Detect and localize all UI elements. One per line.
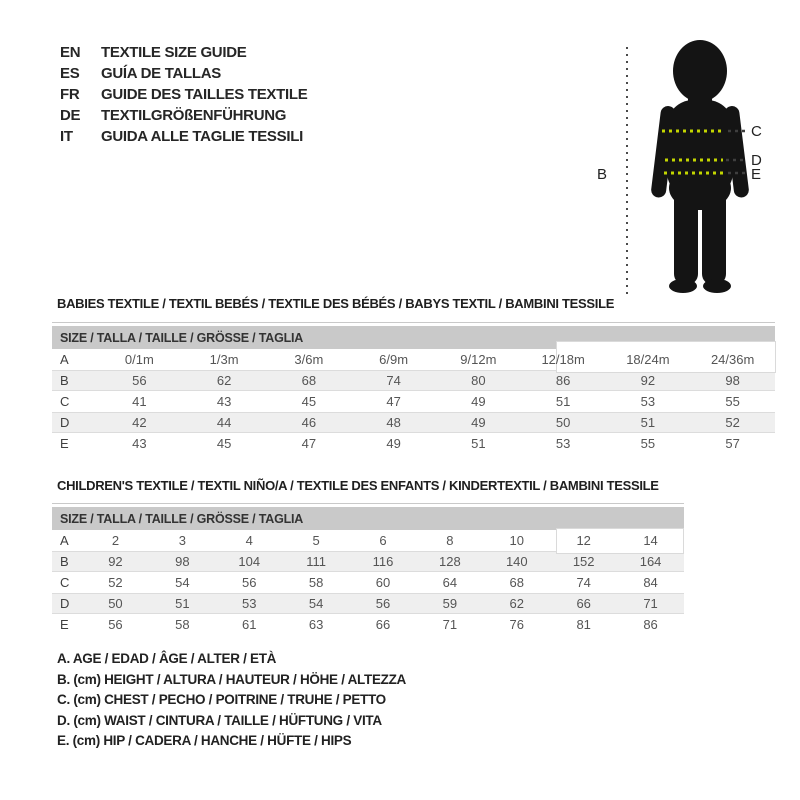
table-cell: 71 (643, 596, 658, 611)
language-row (60, 42, 307, 63)
table-cell: 80 (471, 373, 486, 388)
row-label: A (60, 533, 69, 548)
table-cell: 45 (216, 436, 232, 451)
table-cell: 92 (640, 373, 656, 388)
table-cell: 48 (386, 415, 401, 430)
label-d: D (751, 152, 762, 169)
table-cell: 62 (509, 596, 525, 611)
measurement-legend (57, 649, 406, 752)
table-header: SIZE / TALLA / TAILLE / GRÖSSE / TAGLIA (52, 326, 775, 349)
table-row (52, 370, 775, 391)
table-cell: 42 (132, 415, 147, 430)
table-cell: 53 (640, 394, 656, 409)
table-cell: 51 (640, 415, 656, 430)
table-cell: 104 (238, 554, 261, 569)
table-cell: 64 (442, 575, 458, 590)
label-c: C (751, 123, 762, 140)
table-cell: 9/12m (460, 352, 497, 367)
table-cell: 41 (132, 394, 147, 409)
language-row (60, 84, 307, 105)
table-cell: 128 (439, 554, 461, 569)
table-cell: 116 (372, 554, 394, 569)
table-cell: 46 (301, 415, 317, 430)
table-cell: 6 (379, 533, 387, 548)
table-cell: 49 (471, 394, 486, 409)
table-cell: 24/36m (710, 352, 755, 367)
legend-item: A. AGE / EDAD / ÂGE / ALTER / ETÀ (57, 651, 277, 666)
language-list (60, 42, 307, 147)
babies-section-title: BABIES TEXTILE / TEXTIL BEBÉS / TEXTILE DES BÉBÉS / BABYS TEXTIL / BAMBINI TESSILE (57, 296, 615, 311)
table-header: SIZE / TALLA / TAILLE / GRÖSSE / TAGLIA (52, 507, 684, 530)
legend-item: E. (cm) HIP / CADERA / HANCHE / HÜFTE / HIPS (57, 733, 352, 748)
table-cell: 14 (643, 533, 658, 548)
table-cell: 86 (643, 617, 658, 632)
table-cell: 66 (375, 617, 391, 632)
table-cell: 2 (111, 533, 120, 548)
table-cell: 44 (216, 415, 232, 430)
children-size-table (52, 503, 684, 635)
table-cell: 51 (471, 436, 486, 451)
table-cell: 98 (725, 373, 740, 388)
legend-item: D. (cm) WAIST / CINTURA / TAILLE / HÜFTUNG / VITA (57, 712, 382, 728)
table-cell: 52 (108, 575, 123, 590)
table-cell: 51 (175, 596, 190, 611)
table-cell: 57 (725, 436, 740, 451)
table-cell: 62 (216, 373, 232, 388)
table-row (52, 391, 775, 412)
table-cell: 55 (640, 436, 656, 451)
table-cell: 56 (241, 575, 257, 590)
table-cell: 43 (216, 394, 232, 409)
child-silhouette-figure (575, 30, 785, 300)
row-label: C (60, 394, 70, 409)
language-title: GUÍA DE TALLAS (101, 65, 221, 82)
language-row (60, 63, 307, 84)
table-cell: 58 (308, 575, 324, 590)
table-cell: 76 (509, 617, 525, 632)
language-title: TEXTILE SIZE GUIDE (101, 44, 247, 61)
language-row (60, 105, 307, 126)
table-cell: 47 (386, 394, 401, 409)
row-label: E (60, 436, 69, 451)
row-label: D (60, 415, 70, 430)
table-cell: 68 (301, 373, 317, 388)
language-code: EN (60, 44, 81, 61)
table-cell: 81 (576, 617, 591, 632)
table-cell: 3/6m (294, 352, 324, 367)
table-cell: 111 (306, 554, 326, 569)
table-cell: 66 (576, 596, 591, 611)
table-cell: 43 (132, 436, 147, 451)
table-cell: 47 (301, 436, 317, 451)
row-label: D (60, 596, 70, 611)
table-cell: 53 (241, 596, 257, 611)
table-row (52, 614, 684, 635)
table-cell: 56 (132, 373, 147, 388)
table-row (52, 412, 775, 433)
table-cell: 1/3m (209, 352, 239, 367)
babies-size-table (52, 322, 775, 454)
table-cell: 50 (108, 596, 123, 611)
table-row (52, 433, 775, 454)
table-cell: 54 (308, 596, 324, 611)
table-cell: 71 (442, 617, 458, 632)
table-cell: 45 (301, 394, 317, 409)
table-row (52, 572, 684, 593)
language-code: FR (60, 86, 80, 103)
table-row (52, 551, 684, 572)
language-row (60, 126, 307, 147)
table-cell: 5 (312, 533, 320, 548)
table-cell: 63 (308, 617, 324, 632)
table-cell: 92 (108, 554, 123, 569)
row-label: B (60, 373, 69, 388)
row-label: B (60, 554, 69, 569)
table-cell: 140 (505, 554, 528, 569)
legend-item: B. (cm) HEIGHT / ALTURA / HAUTEUR / HÖHE / ALTEZZA (57, 671, 406, 687)
table-cell: 58 (175, 617, 190, 632)
table-cell: 152 (572, 554, 595, 569)
table-cell: 10 (509, 533, 525, 548)
table-cell: 164 (639, 554, 662, 569)
table-cell: 74 (576, 575, 591, 590)
table-cell: 55 (725, 394, 740, 409)
table-cell: 98 (175, 554, 190, 569)
table-row (52, 530, 684, 551)
language-title: GUIDE DES TAILLES TEXTILE (101, 86, 308, 103)
row-label: E (60, 617, 69, 632)
table-row (52, 349, 775, 370)
legend-item: C. (cm) CHEST / PECHO / POITRINE / TRUHE / PETTO (57, 692, 386, 707)
table-cell: 86 (555, 373, 571, 388)
label-e: E (751, 166, 762, 183)
table-cell: 51 (555, 394, 571, 409)
language-code: ES (60, 65, 80, 82)
child-silhouette (650, 40, 749, 293)
table-row (52, 593, 684, 614)
row-label: C (60, 575, 70, 590)
table-cell: 84 (643, 575, 658, 590)
table-cell: 53 (555, 436, 571, 451)
table-cell: 60 (375, 575, 391, 590)
language-title: TEXTILGRÖßENFÜHRUNG (101, 107, 287, 124)
table-cell: 59 (442, 596, 458, 611)
table-cell: 8 (446, 533, 454, 548)
table-cell: 4 (245, 533, 253, 548)
table-cell: 6/9m (379, 352, 409, 367)
language-code: DE (60, 107, 81, 124)
table-cell: 49 (386, 436, 401, 451)
table-cell: 3 (178, 533, 186, 548)
label-b: B (597, 166, 608, 183)
row-label: A (60, 352, 69, 367)
table-cell: 56 (108, 617, 123, 632)
table-cell: 52 (725, 415, 740, 430)
language-title: GUIDA ALLE TAGLIE TESSILI (101, 128, 303, 145)
table-cell: 68 (509, 575, 525, 590)
table-cell: 12/18m (541, 352, 585, 367)
table-cell: 49 (471, 415, 486, 430)
table-cell: 50 (555, 415, 571, 430)
table-cell: 54 (175, 575, 190, 590)
table-cell: 0/1m (124, 352, 154, 367)
table-cell: 18/24m (626, 352, 670, 367)
language-code: IT (60, 128, 73, 145)
table-cell: 74 (386, 373, 401, 388)
children-section-title: CHILDREN'S TEXTILE / TEXTIL NIÑO/A / TEXTILE DES ENFANTS / KINDERTEXTIL / BAMBINI TESSILE (57, 478, 659, 493)
table-cell: 61 (241, 617, 257, 632)
table-cell: 56 (375, 596, 391, 611)
table-cell: 12 (576, 533, 591, 548)
